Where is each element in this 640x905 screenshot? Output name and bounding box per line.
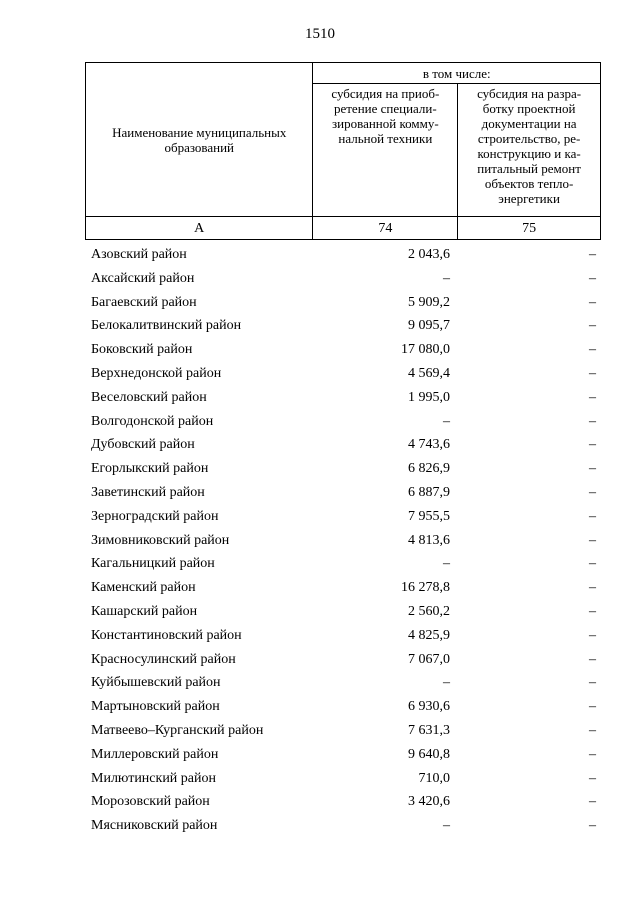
value-col-74: 2 560,2 (408, 603, 450, 619)
municipality-name: Матвеево–Курганский район (91, 722, 264, 738)
municipality-name: Каменский район (91, 580, 196, 596)
municipality-name: Кашарский район (91, 603, 198, 619)
value-col-75: – (589, 603, 596, 619)
value-col-75: – (589, 270, 596, 286)
table-row (0, 600, 640, 624)
municipality-name: Кагальницкий район (91, 556, 215, 572)
municipality-name: Зимовниковский район (91, 532, 230, 548)
value-col-75: – (589, 389, 596, 405)
municipality-name: Дубовский район (91, 437, 195, 453)
table-row (0, 624, 640, 648)
value-col-75: – (589, 627, 596, 643)
header-col-75: субсидия на разра-ботку проектной документации на строительство, ре-конструкцию и ка-питальный ремонт объектов тепло-энергетики (458, 84, 601, 217)
municipality-name: Верхнедонской район (91, 365, 222, 381)
header-index-74: 74 (313, 217, 458, 240)
municipality-name: Азовский район (91, 247, 187, 262)
value-col-75: – (589, 722, 596, 738)
value-col-74: 6 930,6 (408, 699, 450, 715)
table-row (0, 529, 640, 553)
table-row (0, 790, 640, 814)
value-col-74: – (443, 270, 450, 286)
value-col-75: – (589, 532, 596, 548)
municipality-name: Зерноградский район (91, 508, 219, 524)
municipality-name: Боковский район (91, 342, 193, 358)
value-col-74: – (443, 818, 450, 834)
table-row (0, 552, 640, 576)
value-col-74: – (443, 413, 450, 429)
municipality-name: Мясниковский район (91, 818, 218, 834)
table-row (0, 719, 640, 743)
value-col-75: – (589, 437, 596, 453)
table-row (0, 814, 640, 838)
table-row (0, 314, 640, 338)
value-col-74: 16 278,8 (401, 580, 450, 596)
table-row (0, 267, 640, 291)
value-col-74: 710,0 (418, 770, 450, 786)
value-col-75: – (589, 484, 596, 500)
header-index-a: А (86, 217, 313, 240)
value-col-74: 7 955,5 (408, 508, 450, 524)
table-row (0, 362, 640, 386)
value-col-74: 2 043,6 (408, 247, 450, 262)
value-col-74: – (443, 556, 450, 572)
table-row (0, 291, 640, 315)
table-row (0, 767, 640, 791)
municipality-name: Константиновский район (91, 627, 242, 643)
value-col-74: 4 743,6 (408, 437, 450, 453)
value-col-74: – (443, 675, 450, 691)
municipality-name: Морозовский район (91, 794, 210, 810)
table-row (0, 695, 640, 719)
municipality-name: Миллеровский район (91, 746, 219, 762)
table-row (0, 338, 640, 362)
value-col-75: – (589, 342, 596, 358)
value-col-75: – (589, 413, 596, 429)
value-col-75: – (589, 580, 596, 596)
page-number: 1510 (305, 26, 335, 42)
value-col-74: 4 825,9 (408, 627, 450, 643)
header-index-75: 75 (458, 217, 601, 240)
value-col-74: 6 887,9 (408, 484, 450, 500)
value-col-74: 5 909,2 (408, 294, 450, 310)
table-row (0, 410, 640, 434)
value-col-75: – (589, 365, 596, 381)
value-col-74: 7 631,3 (408, 722, 450, 738)
table-row (0, 433, 640, 457)
table-row (0, 386, 640, 410)
value-col-75: – (589, 818, 596, 834)
municipality-name: Красносулинский район (91, 651, 236, 667)
table-row (0, 576, 640, 600)
value-col-75: – (589, 294, 596, 310)
value-col-74: 1 995,0 (408, 389, 450, 405)
header-col-74: субсидия на приоб-ретение специали-зированной комму-нальной техники (313, 84, 458, 217)
municipality-name: Аксайский район (91, 270, 195, 286)
value-col-75: – (589, 318, 596, 334)
value-col-74: 4 569,4 (408, 365, 450, 381)
value-col-75: – (589, 651, 596, 667)
value-col-74: 6 826,9 (408, 461, 450, 477)
municipality-name: Куйбышевский район (91, 675, 221, 691)
value-col-75: – (589, 508, 596, 524)
table-row (0, 243, 640, 267)
value-col-74: 17 080,0 (401, 342, 450, 358)
table-row (0, 457, 640, 481)
table-row (0, 481, 640, 505)
municipality-name: Багаевский район (91, 294, 197, 310)
header-municipality: Наименование муниципальных образований (86, 63, 313, 217)
value-col-74: 9 095,7 (408, 318, 450, 334)
table-row (0, 743, 640, 767)
value-col-74: 7 067,0 (408, 651, 450, 667)
value-col-75: – (589, 675, 596, 691)
value-col-75: – (589, 247, 596, 262)
value-col-74: 4 813,6 (408, 532, 450, 548)
table-header (85, 62, 601, 240)
municipality-name: Заветинский район (91, 484, 205, 500)
table-row (0, 671, 640, 695)
value-col-75: – (589, 770, 596, 786)
municipality-name: Мартыновский район (91, 699, 220, 715)
value-col-74: 9 640,8 (408, 746, 450, 762)
value-col-75: – (589, 556, 596, 572)
value-col-74: 3 420,6 (408, 794, 450, 810)
table-row (0, 648, 640, 672)
municipality-name: Белокалитвинский район (91, 318, 242, 334)
municipality-name: Милютинский район (91, 770, 217, 786)
value-col-75: – (589, 746, 596, 762)
header-group: в том числе: (313, 63, 601, 84)
table-row (0, 505, 640, 529)
value-col-75: – (589, 794, 596, 810)
value-col-75: – (589, 699, 596, 715)
municipality-name: Веселовский район (91, 389, 207, 405)
value-col-75: – (589, 461, 596, 477)
municipality-name: Волгодонской район (91, 413, 214, 429)
municipality-name: Егорлыкский район (91, 461, 209, 477)
table-body (0, 243, 640, 838)
